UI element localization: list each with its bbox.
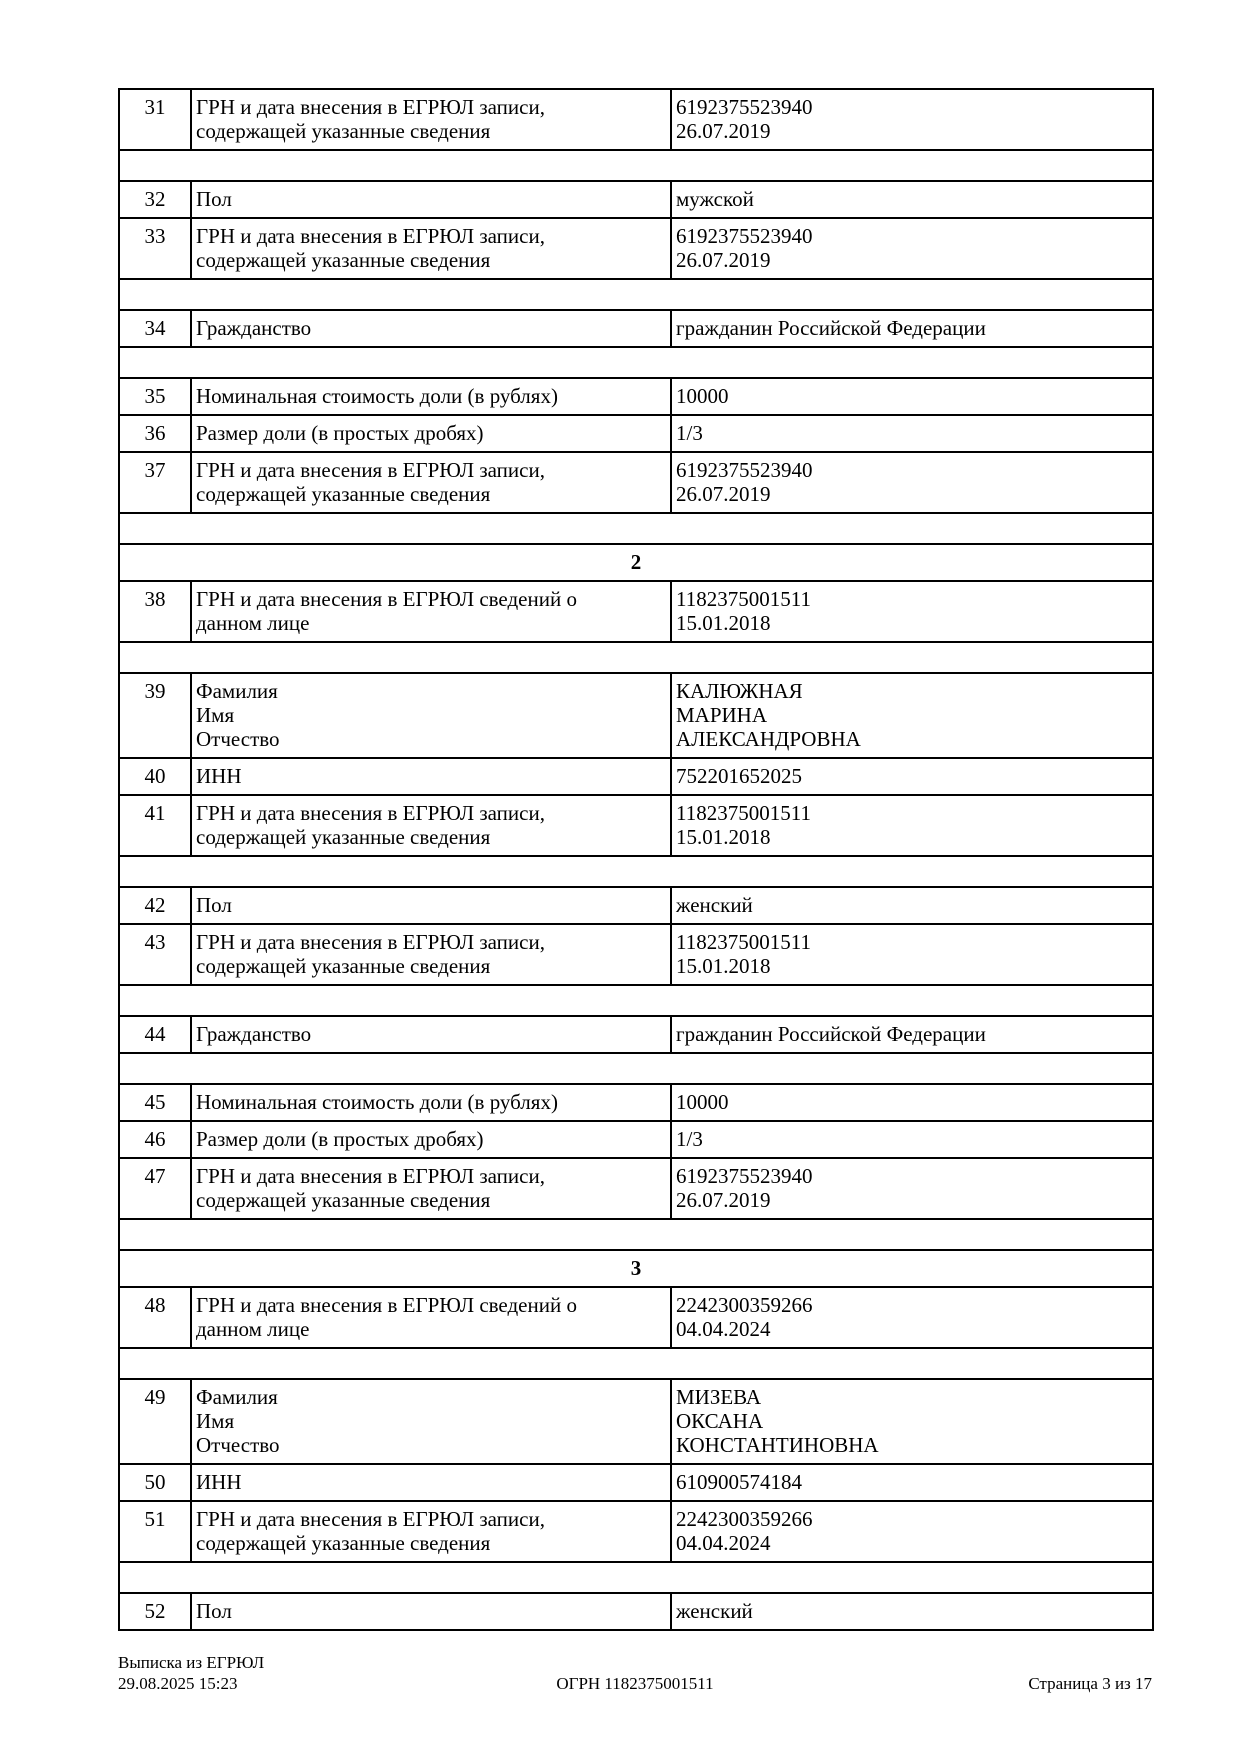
field-name-cell [191,1287,671,1348]
cell-line: 1182375001511 [676,801,811,825]
field-name-cell [191,1593,671,1630]
field-name-cell [191,218,671,279]
row-number-cell: 36 [119,415,191,452]
cell-line: Имя [196,703,235,727]
spacer-row [119,642,1153,673]
field-name-cell [191,887,671,924]
field-value-cell [671,89,1153,150]
field-name-cell [191,89,671,150]
field-name-cell [191,1016,671,1053]
cell-line: содержащей указанные сведения [196,954,491,978]
field-name-cell [191,1084,671,1121]
cell-line: 10000 [676,1090,729,1114]
spacer-row [119,856,1153,887]
cell-line: 6192375523940 [676,224,813,248]
table-row [119,1501,1153,1562]
cell-line: ИНН [196,764,242,788]
field-name-cell [191,924,671,985]
egrul-table-body [119,89,1153,1630]
table-row [119,1593,1153,1630]
cell-line: 6192375523940 [676,1164,813,1188]
cell-line: ГРН и дата внесения в ЕГРЮЛ записи, [196,224,545,248]
spacer-cell [119,347,1153,378]
cell-line: женский [676,893,753,917]
row-number-cell: 35 [119,378,191,415]
cell-line: ИНН [196,1470,242,1494]
cell-line: содержащей указанные сведения [196,1188,491,1212]
field-value-cell [671,1501,1153,1562]
spacer-cell [119,856,1153,887]
row-number-cell: 40 [119,758,191,795]
cell-line: 10000 [676,384,729,408]
cell-line: Гражданство [196,1022,312,1046]
field-value-cell [671,378,1153,415]
cell-line: ГРН и дата внесения в ЕГРЮЛ записи, [196,458,545,482]
table-row [119,89,1153,150]
cell-line: 6192375523940 [676,458,813,482]
field-name-cell [191,1501,671,1562]
table-row [119,1379,1153,1464]
table-row [119,310,1153,347]
cell-line: ГРН и дата внесения в ЕГРЮЛ записи, [196,801,545,825]
cell-line: содержащей указанные сведения [196,825,491,849]
spacer-cell [119,1053,1153,1084]
table-row [119,1158,1153,1219]
field-value-cell [671,1287,1153,1348]
table-row [119,758,1153,795]
cell-line: ГРН и дата внесения в ЕГРЮЛ записи, [196,930,545,954]
spacer-cell [119,642,1153,673]
cell-line: 1182375001511 [676,587,811,611]
cell-line: Отчество [196,1433,280,1457]
field-value-cell [671,673,1153,758]
row-number-cell: 33 [119,218,191,279]
cell-line: Пол [196,187,232,211]
row-number-cell: 39 [119,673,191,758]
section-header-row [119,1250,1153,1287]
cell-line: содержащей указанные сведения [196,1531,491,1555]
spacer-row [119,1562,1153,1593]
cell-line: мужской [676,187,754,211]
spacer-cell [119,1562,1153,1593]
field-value-cell [671,181,1153,218]
table-row [119,218,1153,279]
spacer-row [119,279,1153,310]
field-value-cell [671,1379,1153,1464]
cell-line: Пол [196,1599,232,1623]
field-name-cell [191,378,671,415]
field-value-cell [671,795,1153,856]
cell-line: Размер доли (в простых дробях) [196,1127,484,1151]
section-header-row [119,544,1153,581]
cell-line: данном лице [196,611,310,635]
table-row [119,673,1153,758]
spacer-cell [119,150,1153,181]
cell-line: 2242300359266 [676,1507,813,1531]
cell-line: ГРН и дата внесения в ЕГРЮЛ записи, [196,1164,545,1188]
table-row [119,795,1153,856]
cell-line: 15.01.2018 [676,611,771,635]
field-name-cell [191,452,671,513]
cell-line: Фамилия [196,1385,278,1409]
cell-line: ГРН и дата внесения в ЕГРЮЛ записи, [196,1507,545,1531]
table-row [119,415,1153,452]
cell-line: 26.07.2019 [676,482,771,506]
cell-line: Номинальная стоимость доли (в рублях) [196,1090,558,1114]
spacer-row [119,150,1153,181]
cell-line: КОНСТАНТИНОВНА [676,1433,879,1457]
spacer-row [119,347,1153,378]
cell-line: 610900574184 [676,1470,802,1494]
cell-line: 04.04.2024 [676,1531,771,1555]
cell-line: 26.07.2019 [676,119,771,143]
egrul-extract-table [118,88,1154,1631]
table-row [119,1464,1153,1501]
field-value-cell [671,758,1153,795]
row-number-cell: 43 [119,924,191,985]
cell-line: 26.07.2019 [676,1188,771,1212]
cell-line: данном лице [196,1317,310,1341]
spacer-row [119,1219,1153,1250]
row-number-cell: 46 [119,1121,191,1158]
page-footer [118,1652,1152,1694]
cell-line: гражданин Российской Федерации [676,316,986,340]
cell-line: 1/3 [676,421,703,445]
table-row [119,1287,1153,1348]
footer-doc-title: Выписка из ЕГРЮЛ [118,1653,265,1672]
row-number-cell: 38 [119,581,191,642]
field-value-cell [671,415,1153,452]
row-number-cell: 37 [119,452,191,513]
spacer-cell [119,513,1153,544]
row-number-cell: 48 [119,1287,191,1348]
footer-ogrn: ОГРН 1182375001511 [556,1674,714,1693]
row-number-cell: 49 [119,1379,191,1464]
cell-line: Фамилия [196,679,278,703]
table-row [119,378,1153,415]
table-row [119,1084,1153,1121]
footer-datetime: 29.08.2025 15:23 [118,1674,238,1693]
cell-line: 1182375001511 [676,930,811,954]
table-row [119,924,1153,985]
cell-line: 1/3 [676,1127,703,1151]
field-value-cell [671,1121,1153,1158]
row-number-cell: 47 [119,1158,191,1219]
row-number-cell: 52 [119,1593,191,1630]
table-row [119,452,1153,513]
cell-line: 15.01.2018 [676,825,771,849]
spacer-row [119,1348,1153,1379]
field-name-cell [191,1121,671,1158]
cell-line: ОКСАНА [676,1409,764,1433]
table-row [119,181,1153,218]
row-number-cell: 51 [119,1501,191,1562]
spacer-cell [119,1348,1153,1379]
footer-left-block [118,1652,463,1694]
table-row [119,1121,1153,1158]
spacer-cell [119,985,1153,1016]
spacer-row [119,985,1153,1016]
table-row [119,887,1153,924]
field-value-cell [671,581,1153,642]
field-value-cell [671,1593,1153,1630]
cell-line: 6192375523940 [676,95,813,119]
row-number-cell: 45 [119,1084,191,1121]
cell-line: Размер доли (в простых дробях) [196,421,484,445]
cell-line: 15.01.2018 [676,954,771,978]
table-row [119,581,1153,642]
section-number-cell: 2 [119,544,1153,581]
cell-line: АЛЕКСАНДРОВНА [676,727,861,751]
field-name-cell [191,673,671,758]
cell-line: 2242300359266 [676,1293,813,1317]
field-name-cell [191,1379,671,1464]
cell-line: содержащей указанные сведения [196,248,491,272]
cell-line: Отчество [196,727,280,751]
footer-page-number: Страница 3 из 17 [1028,1674,1153,1693]
row-number-cell: 44 [119,1016,191,1053]
row-number-cell: 50 [119,1464,191,1501]
cell-line: ГРН и дата внесения в ЕГРЮЛ записи, [196,95,545,119]
spacer-cell [119,1219,1153,1250]
field-value-cell [671,1464,1153,1501]
field-name-cell [191,181,671,218]
cell-line: Гражданство [196,316,312,340]
field-name-cell [191,581,671,642]
field-value-cell [671,1158,1153,1219]
cell-line: 04.04.2024 [676,1317,771,1341]
cell-line: содержащей указанные сведения [196,482,491,506]
row-number-cell: 31 [119,89,191,150]
cell-line: содержащей указанные сведения [196,119,491,143]
field-value-cell [671,218,1153,279]
cell-line: гражданин Российской Федерации [676,1022,986,1046]
cell-line: Пол [196,893,232,917]
spacer-cell [119,279,1153,310]
row-number-cell: 34 [119,310,191,347]
cell-line: Номинальная стоимость доли (в рублях) [196,384,558,408]
spacer-row [119,1053,1153,1084]
field-value-cell [671,1084,1153,1121]
field-value-cell [671,452,1153,513]
cell-line: женский [676,1599,753,1623]
field-value-cell [671,924,1153,985]
field-value-cell [671,310,1153,347]
cell-line: 26.07.2019 [676,248,771,272]
cell-line: 752201652025 [676,764,802,788]
field-name-cell [191,1464,671,1501]
field-name-cell [191,310,671,347]
cell-line: МАРИНА [676,703,768,727]
spacer-row [119,513,1153,544]
cell-line: МИЗЕВА [676,1385,762,1409]
field-name-cell [191,758,671,795]
field-value-cell [671,887,1153,924]
row-number-cell: 41 [119,795,191,856]
cell-line: КАЛЮЖНАЯ [676,679,803,703]
table-row [119,1016,1153,1053]
row-number-cell: 32 [119,181,191,218]
field-name-cell [191,1158,671,1219]
field-name-cell [191,795,671,856]
cell-line: Имя [196,1409,235,1433]
row-number-cell: 42 [119,887,191,924]
field-value-cell [671,1016,1153,1053]
section-number-cell: 3 [119,1250,1153,1287]
cell-line: ГРН и дата внесения в ЕГРЮЛ сведений о [196,587,577,611]
field-name-cell [191,415,671,452]
cell-line: ГРН и дата внесения в ЕГРЮЛ сведений о [196,1293,577,1317]
